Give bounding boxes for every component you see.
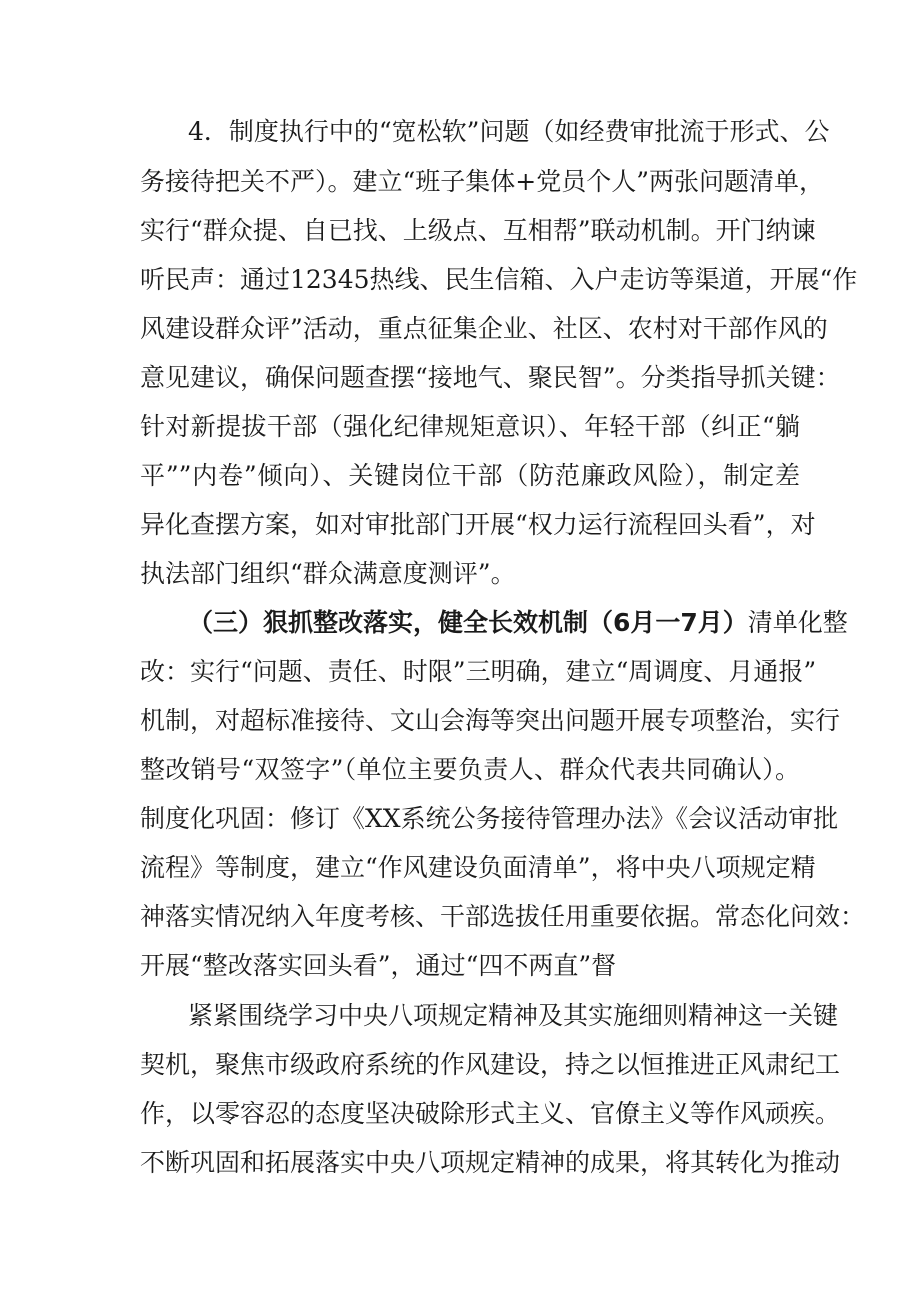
text-line: 紧紧围绕学习中央八项规定精神及其实施细则精神这一关键	[188, 1001, 839, 1030]
text-line: 不断巩固和拓展落实中央八项规定精神的成果，将其转化为推动	[140, 1148, 841, 1177]
text-line: 机制，对超标准接待、文山会海等突出问题开展专项整治，实行	[140, 706, 841, 735]
text-line: 4．制度执行中的“宽松软”问题（如经费审批流于形式、公	[188, 117, 830, 146]
text-line: 听民声：通过12345热线、民生信箱、入户走访等渠道，开展“作	[140, 265, 858, 294]
paragraph-heading-line	[188, 603, 848, 643]
text-line: 异化查摆方案，如对审批部门开展“权力运行流程回头看”，对	[140, 510, 816, 539]
text-line: 制度化巩固：修订《XX系统公务接待管理办法》《会议活动审批	[140, 804, 839, 833]
text-line: 风建设群众评”活动，重点征集企业、社区、农村对干部作风的	[140, 314, 828, 343]
text-line: 实行“群众提、自已找、上级点、互相帮”联动机制。开门纳谏	[140, 216, 816, 245]
text-line: 作，以零容忍的态度坚决破除形式主义、官僚主义等作风顽疾。	[140, 1099, 841, 1128]
text-line: 针对新提拔干部（强化纪律规矩意识）、年轻干部（纠正“躺	[140, 412, 800, 441]
text-line: 平””内卷”倾向）、关键岗位干部（防范廉政风险），制定差	[140, 461, 800, 490]
section-heading: （三）狠抓整改落实，健全长效机制（6月一7月）	[188, 608, 748, 637]
text-line: 契机，聚焦市级政府系统的作风建设，持之以恒推进正风肃纪工	[140, 1050, 841, 1079]
heading-line-continuation: 清单化整	[747, 608, 848, 637]
text-line: 改：实行“问题、责任、时限”三明确，建立“周调度、月通报”	[140, 657, 817, 686]
text-line: 执法部门组织“群众满意度测评”。	[140, 559, 516, 588]
text-line: 开展“整改落实回头看”，通过“四不两直”督	[140, 951, 617, 980]
text-line: 神落实情况纳入年度考核、干部选拔任用重要依据。常态化问效：	[140, 902, 866, 931]
text-line: 流程》等制度，建立“作风建设负面清单”，将中央八项规定精	[140, 853, 816, 882]
text-line: 意见建议，确保问题查摆“接地气、聚民智”。分类指导抓关键：	[140, 363, 841, 392]
text-line: 整改销号“双签字”（单位主要负责人、群众代表共同确认）。	[140, 755, 800, 784]
text-line: 务接待把关不严）。建立“班子集体+党员个人”两张问题清单，	[140, 167, 825, 196]
